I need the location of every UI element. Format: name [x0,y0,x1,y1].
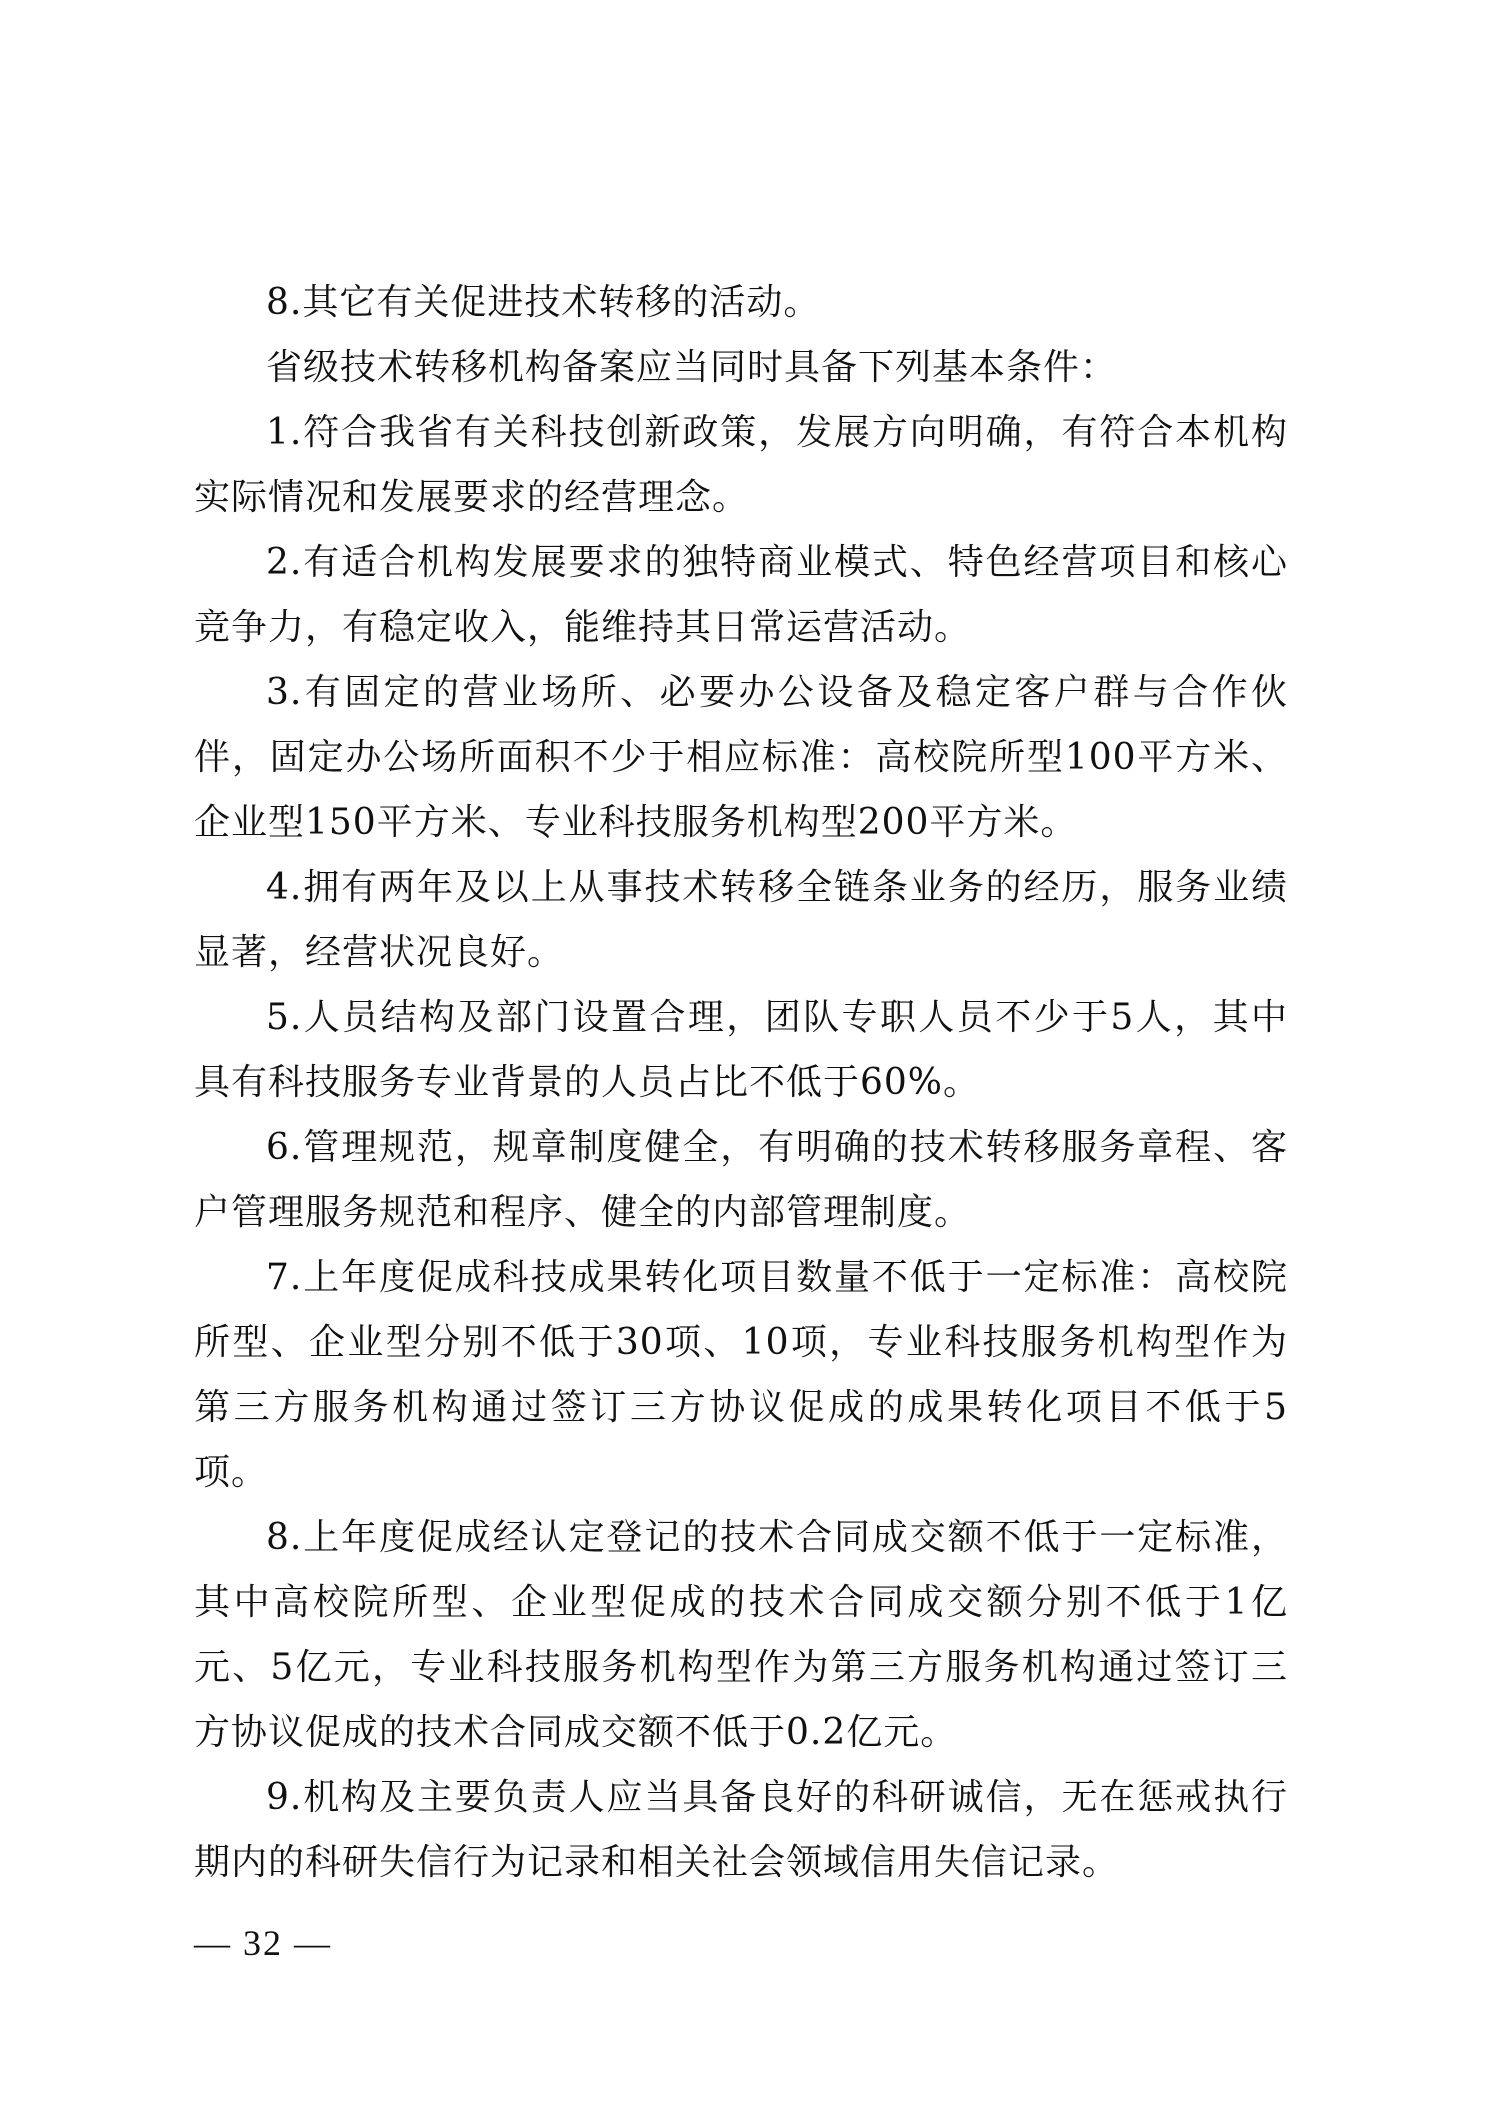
paragraph: 4.拥有两年及以上从事技术转移全链条业务的经历，服务业绩显著，经营状况良好。 [194,867,1288,973]
paragraph: 8.上年度促成经认定登记的技术合同成交额不低于一定标准，其中高校院所型、企业型促成的技术合同成交额分别不低于1亿元、5亿元，专业科技服务机构型作为第三方服务机构通过签订三方协议促成的技术合同成交额不低于0.2亿元。 [194,1517,1288,1753]
paragraph: 8.其它有关促进技术转移的活动。 [266,282,821,323]
document-body [194,270,1288,1895]
paragraph: 7.上年度促成科技成果转化项目数量不低于一定标准：高校院所型、企业型分别不低于30项、10项，专业科技服务机构型作为第三方服务机构通过签订三方协议促成的成果转化项目不低于5项。 [194,1257,1288,1493]
page-number: — 32 — [194,1923,332,1963]
paragraph: 1.符合我省有关科技创新政策，发展方向明确，有符合本机构实际情况和发展要求的经营理念。 [194,412,1288,518]
paragraph: 2.有适合机构发展要求的独特商业模式、特色经营项目和核心竞争力，有稳定收入，能维持其日常运营活动。 [194,542,1288,648]
paragraph: 省级技术转移机构备案应当同时具备下列基本条件： [266,347,1118,388]
paragraph: 5.人员结构及部门设置合理，团队专职人员不少于5人，其中具有科技服务专业背景的人员占比不低于60%。 [194,997,1288,1103]
paragraph: 3.有固定的营业场所、必要办公设备及稳定客户群与合作伙伴，固定办公场所面积不少于相应标准：高校院所型100平方米、企业型150平方米、专业科技服务机构型200平方米。 [194,672,1288,843]
paragraph: 6.管理规范，规章制度健全，有明确的技术转移服务章程、客户管理服务规范和程序、健全的内部管理制度。 [194,1127,1288,1233]
paragraph: 9.机构及主要负责人应当具备良好的科研诚信，无在惩戒执行期内的科研失信行为记录和相关社会领域信用失信记录。 [194,1777,1288,1883]
